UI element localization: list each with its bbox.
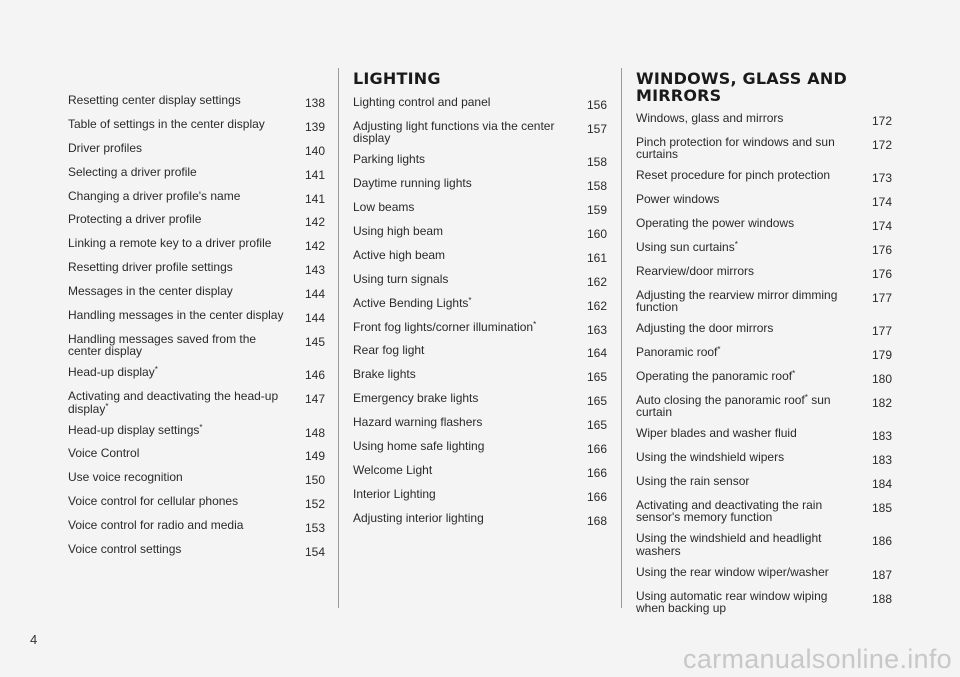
- toc-entry-page: 143: [304, 263, 325, 278]
- toc-entry-page: 162: [586, 274, 607, 289]
- toc-entry-page: 187: [871, 567, 892, 582]
- toc-entry-page: 165: [586, 370, 607, 385]
- toc-entry-title: Head-up display*: [68, 365, 158, 380]
- toc-entry[interactable]: [636, 112, 892, 128]
- toc-entry-page: 161: [586, 250, 607, 265]
- toc-entry[interactable]: [353, 392, 607, 408]
- toc-entry[interactable]: [68, 261, 325, 277]
- toc-entry[interactable]: [68, 142, 325, 158]
- toc-entry-page: 172: [871, 137, 892, 152]
- toc-entry[interactable]: [636, 322, 892, 338]
- toc-column-windows: [636, 70, 892, 623]
- toc-entry-page: 160: [586, 226, 607, 241]
- toc-entry[interactable]: [636, 394, 892, 419]
- toc-entry-title: Changing a driver profile's name: [68, 188, 241, 203]
- toc-entry-page: 149: [304, 449, 325, 464]
- toc-entry-page: 153: [304, 521, 325, 536]
- toc-entry-title: Using automatic rear window wiping when backing up: [636, 588, 828, 616]
- toc-entry-page: 165: [586, 418, 607, 433]
- toc-entry-page: 144: [304, 287, 325, 302]
- toc-entry-title: Linking a remote key to a driver profile: [68, 236, 272, 251]
- toc-entry-title: Daytime running lights: [353, 176, 472, 191]
- toc-entry-page: 138: [304, 96, 325, 110]
- toc-entry[interactable]: [353, 488, 607, 504]
- option-asterisk: *: [199, 422, 203, 432]
- toc-entry-page: 158: [586, 179, 607, 194]
- toc-entry-page: 172: [871, 114, 892, 128]
- toc-entry[interactable]: [636, 427, 892, 443]
- toc-entry-title: Parking lights: [353, 152, 426, 167]
- toc-entry[interactable]: [636, 475, 892, 491]
- toc-entry[interactable]: [68, 118, 325, 134]
- section-heading: LIGHTING: [353, 69, 441, 88]
- toc-entry-title: Using the rain sensor: [636, 473, 750, 488]
- toc-entry-title: Voice control settings: [68, 542, 182, 557]
- toc-entry-title: Using the windshield wipers: [636, 450, 785, 465]
- column-divider: [621, 68, 622, 608]
- toc-entry[interactable]: [353, 344, 607, 360]
- toc-entry[interactable]: [353, 512, 607, 528]
- toc-entry-page: 186: [871, 534, 892, 549]
- toc-entry-page: 139: [304, 119, 325, 134]
- column-divider: [338, 68, 339, 608]
- toc-entry[interactable]: [636, 136, 892, 161]
- toc-entry-title: Using high beam: [353, 223, 444, 238]
- toc-entry[interactable]: [353, 273, 607, 289]
- toc-entry-title: Using the windshield and headlight washers: [636, 531, 822, 558]
- toc-entry[interactable]: [353, 440, 607, 456]
- toc-entry[interactable]: [68, 190, 325, 206]
- toc-entry-title: Adjusting the rearview mirror dimming function: [636, 287, 838, 315]
- toc-entry-page: 146: [304, 368, 325, 383]
- option-asterisk: *: [154, 365, 158, 375]
- toc-entry-page: 157: [586, 121, 607, 136]
- toc-entry-page: 162: [586, 298, 607, 313]
- toc-entry-page: 182: [871, 395, 892, 410]
- toc-entry[interactable]: [68, 237, 325, 253]
- toc-entry-title: Table of settings in the center display: [68, 116, 265, 131]
- toc-entry-title: Panoramic roof*: [636, 345, 721, 360]
- toc-entry[interactable]: [68, 309, 325, 325]
- toc-entry[interactable]: [636, 169, 892, 185]
- toc-entry[interactable]: [353, 201, 607, 217]
- toc-entry-title: Power windows: [636, 192, 720, 207]
- toc-entry[interactable]: [68, 471, 325, 487]
- toc-entry[interactable]: [68, 166, 325, 182]
- toc-entry[interactable]: [353, 249, 607, 265]
- toc-entry[interactable]: [636, 289, 892, 314]
- toc-entry-title: Operating the panoramic roof*: [636, 368, 796, 383]
- toc-entry[interactable]: [353, 153, 607, 169]
- toc-entry[interactable]: [636, 346, 892, 362]
- toc-entry-title: Welcome Light: [353, 462, 433, 477]
- option-asterisk: *: [468, 295, 472, 305]
- toc-entry-title: Activating and deactivating the head-up display*: [68, 389, 279, 416]
- toc-entry[interactable]: [68, 285, 325, 301]
- toc-entry[interactable]: [68, 390, 325, 415]
- toc-entry-page: 183: [871, 453, 892, 468]
- toc-entry[interactable]: [68, 543, 325, 559]
- watermark: carmanualsonline.info: [683, 644, 952, 674]
- toc-entry-page: 174: [871, 195, 892, 210]
- option-asterisk: *: [792, 368, 796, 378]
- option-asterisk: *: [533, 319, 537, 329]
- toc-entry-title: Active Bending Lights*: [353, 295, 472, 310]
- toc-entry-page: 188: [871, 591, 892, 606]
- toc-entry-title: Resetting driver profile settings: [68, 260, 233, 275]
- toc-entry-title: Rearview/door mirrors: [636, 263, 755, 278]
- toc-entry-title: Using sun curtains*: [636, 239, 738, 254]
- toc-entry[interactable]: [636, 217, 892, 233]
- toc-entry[interactable]: [353, 96, 607, 112]
- toc-entry-title: Driver profiles: [68, 140, 143, 155]
- section-heading: WINDOWS, GLASS AND MIRRORS: [636, 69, 847, 105]
- toc-entry-title: Windows, glass and mirrors: [636, 111, 784, 125]
- page-number: 4: [30, 632, 38, 647]
- toc-entry[interactable]: [353, 321, 607, 337]
- option-asterisk: *: [734, 239, 738, 249]
- toc-entry[interactable]: [353, 368, 607, 384]
- toc-entry-page: 142: [304, 239, 325, 254]
- toc-entry-title: Using home safe lighting: [353, 438, 485, 453]
- option-asterisk: *: [804, 392, 808, 402]
- toc-entry-title: Messages in the center display: [68, 284, 233, 299]
- toc-entry[interactable]: [68, 519, 325, 535]
- toc-entry-page: 163: [586, 322, 607, 337]
- toc-entry-title: Activating and deactivating the rain sensor's memory function: [636, 497, 823, 525]
- toc-entry-title: Adjusting the door mirrors: [636, 321, 774, 336]
- toc-entry-page: 173: [871, 171, 892, 186]
- toc-entry-page: 147: [304, 392, 325, 407]
- toc-entry[interactable]: [353, 225, 607, 241]
- toc-entry[interactable]: [68, 495, 325, 511]
- toc-entry-page: 168: [586, 513, 607, 528]
- toc-entry-title: Head-up display settings*: [68, 422, 203, 437]
- toc-entry-title: Active high beam: [353, 247, 446, 262]
- toc-entry-title: Resetting center display settings: [68, 93, 241, 107]
- toc-entry-title: Lighting control and panel: [353, 95, 491, 109]
- toc-entry-page: 174: [871, 219, 892, 234]
- toc-entry-title: Brake lights: [353, 367, 416, 382]
- toc-entry-title: Voice control for cellular phones: [68, 494, 239, 509]
- option-asterisk: *: [717, 345, 721, 355]
- toc-entry-title: Adjusting interior lighting: [353, 510, 484, 525]
- toc-entry-title: Hazard warning flashers: [353, 415, 483, 430]
- toc-entry[interactable]: [353, 464, 607, 480]
- toc-entry-page: 152: [304, 497, 325, 512]
- toc-entry[interactable]: [636, 590, 892, 615]
- toc-entry-title: Emergency brake lights: [353, 391, 479, 406]
- toc-entry[interactable]: [68, 213, 325, 229]
- toc-entry-title: Interior Lighting: [353, 486, 436, 501]
- toc-entry-title: Use voice recognition: [68, 470, 183, 485]
- toc-entry-title: Adjusting light functions via the center display: [353, 118, 555, 146]
- toc-entry-title: Wiper blades and washer fluid: [636, 426, 797, 441]
- toc-entry-title: Selecting a driver profile: [68, 164, 197, 179]
- toc-entry-title: Front fog lights/corner illumination*: [353, 319, 537, 334]
- toc-entry-page: 179: [871, 348, 892, 363]
- toc-entry-page: 177: [871, 290, 892, 305]
- toc-column-1: [68, 94, 325, 567]
- toc-entry[interactable]: [68, 424, 325, 440]
- toc-entry-page: 141: [304, 191, 325, 206]
- toc-entry[interactable]: [68, 94, 325, 110]
- toc-entry-page: 176: [871, 266, 892, 281]
- toc-entry[interactable]: [353, 416, 607, 432]
- toc-entry-page: 184: [871, 476, 892, 491]
- toc-entry-page: 176: [871, 242, 892, 257]
- toc-entry-page: 166: [586, 441, 607, 456]
- toc-entry[interactable]: [353, 177, 607, 193]
- toc-entry[interactable]: [68, 333, 325, 358]
- toc-entry-title: Voice control for radio and media: [68, 518, 244, 533]
- toc-entry-page: 148: [304, 425, 325, 440]
- toc-entry-page: 165: [586, 394, 607, 409]
- toc-entry-page: 150: [304, 473, 325, 488]
- toc-entry-title: Protecting a driver profile: [68, 212, 202, 227]
- toc-entry-page: 145: [304, 334, 325, 349]
- toc-entry-page: 156: [586, 98, 607, 112]
- toc-entry-title: Rear fog light: [353, 343, 425, 358]
- toc-entry-title: Auto closing the panoramic roof* sun curtain: [636, 392, 831, 420]
- toc-entry[interactable]: [68, 366, 325, 382]
- toc-entry-page: 183: [871, 429, 892, 444]
- toc-entry[interactable]: [636, 532, 892, 557]
- option-asterisk: *: [105, 401, 109, 411]
- toc-entry-title: Operating the power windows: [636, 216, 795, 231]
- toc-entry-title: Pinch protection for windows and sun curtains: [636, 134, 835, 162]
- toc-entry-title: Handling messages in the center display: [68, 308, 284, 323]
- toc-entry[interactable]: [636, 566, 892, 582]
- toc-entry[interactable]: [636, 370, 892, 386]
- toc-entry[interactable]: [636, 193, 892, 209]
- toc-entry-page: 166: [586, 489, 607, 504]
- toc-entry[interactable]: [636, 499, 892, 524]
- toc-entry-page: 142: [304, 215, 325, 230]
- toc-entry[interactable]: [353, 120, 607, 145]
- toc-entry-page: 180: [871, 371, 892, 386]
- toc-entry-page: 144: [304, 311, 325, 326]
- toc-entry[interactable]: [636, 451, 892, 467]
- toc-entry-page: 140: [304, 143, 325, 158]
- toc-entry-page: 166: [586, 465, 607, 480]
- toc-column-lighting: [353, 70, 607, 536]
- toc-entry-title: Using turn signals: [353, 271, 449, 286]
- toc-entry-title: Voice Control: [68, 446, 140, 461]
- toc-entry[interactable]: [636, 241, 892, 257]
- toc-entry-title: Reset procedure for pinch protection: [636, 168, 831, 183]
- toc-entry-title: Handling messages saved from the center display: [68, 331, 257, 359]
- toc-entry-page: 185: [871, 500, 892, 515]
- toc-entry-page: 158: [586, 155, 607, 170]
- toc-entry-page: 177: [871, 324, 892, 339]
- toc-entry[interactable]: [353, 297, 607, 313]
- toc-entry-page: 141: [304, 167, 325, 182]
- toc-entry-title: Using the rear window wiper/washer: [636, 564, 829, 579]
- toc-entry[interactable]: [636, 265, 892, 281]
- toc-entry-page: 164: [586, 346, 607, 361]
- toc-entry[interactable]: [68, 447, 325, 463]
- toc-entry-page: 159: [586, 203, 607, 218]
- toc-entry-page: 154: [304, 545, 325, 560]
- toc-entry-title: Low beams: [353, 200, 415, 215]
